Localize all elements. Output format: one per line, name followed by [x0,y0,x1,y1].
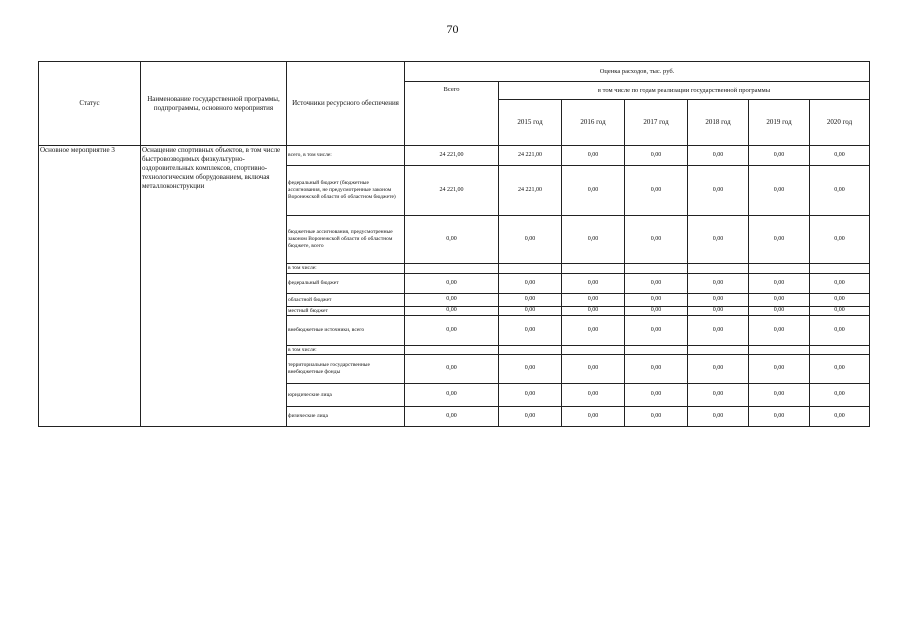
value-total: 0,00 [405,307,499,316]
value-year: 0,00 [810,294,870,307]
value-year: 0,00 [810,316,870,346]
funding-source: всего, в том числе: [287,146,405,166]
header-year: 2015 год [499,100,562,146]
funding-source: бюджетные ассигнования, предусмотренные законом Воронежской области об областном бюджете, всего [287,216,405,264]
value-year: 0,00 [810,407,870,427]
header-year: 2019 год [749,100,810,146]
value-year [499,346,562,355]
value-year: 0,00 [688,355,749,384]
value-year: 24 221,00 [499,166,562,216]
header-year: 2020 год [810,100,870,146]
value-total: 24 221,00 [405,166,499,216]
value-year: 0,00 [688,146,749,166]
block-status: Основное мероприятие 3 [39,146,141,427]
value-total [405,264,499,274]
value-year: 0,00 [499,316,562,346]
header-sources: Источники ресурсного обеспечения [287,62,405,146]
value-year: 24 221,00 [499,146,562,166]
value-year: 0,00 [688,307,749,316]
value-year: 0,00 [625,407,688,427]
value-year: 0,00 [625,216,688,264]
value-year: 0,00 [810,307,870,316]
value-year: 0,00 [749,294,810,307]
table-row [39,146,870,166]
value-year: 0,00 [625,355,688,384]
value-year: 0,00 [562,316,625,346]
value-year: 0,00 [810,274,870,294]
header-status: Статус [39,62,141,146]
value-year: 0,00 [562,355,625,384]
value-year [749,346,810,355]
value-year: 0,00 [749,146,810,166]
value-total: 0,00 [405,355,499,384]
funding-source: областной бюджет [287,294,405,307]
value-total [405,346,499,355]
value-year [625,346,688,355]
value-year: 0,00 [688,166,749,216]
value-year: 0,00 [688,216,749,264]
value-total: 0,00 [405,274,499,294]
value-year: 0,00 [625,274,688,294]
value-year: 0,00 [749,355,810,384]
value-year: 0,00 [810,384,870,407]
value-year: 0,00 [625,316,688,346]
funding-source: в том числе: [287,346,405,355]
value-year: 0,00 [499,355,562,384]
funding-source: юридические лица [287,384,405,407]
funding-source: территориальные государственные внебюджетные фонды [287,355,405,384]
value-year: 0,00 [688,274,749,294]
value-year: 0,00 [749,384,810,407]
budget-table [38,61,870,427]
value-year [749,264,810,274]
header-year: 2018 год [688,100,749,146]
value-year: 0,00 [562,407,625,427]
header-estimate: Оценка расходов, тыс. руб. [405,62,870,82]
value-year [688,346,749,355]
value-year: 0,00 [562,384,625,407]
value-total: 24 221,00 [405,146,499,166]
value-year [562,264,625,274]
value-year: 0,00 [499,407,562,427]
value-year: 0,00 [749,166,810,216]
value-year: 0,00 [749,216,810,264]
value-total: 0,00 [405,407,499,427]
value-year: 0,00 [562,146,625,166]
value-year [499,264,562,274]
value-year: 0,00 [810,355,870,384]
funding-source: местный бюджет [287,307,405,316]
value-year: 0,00 [625,294,688,307]
value-year: 0,00 [810,166,870,216]
value-year [688,264,749,274]
value-year: 0,00 [688,407,749,427]
value-year [810,346,870,355]
value-total: 0,00 [405,384,499,407]
value-year: 0,00 [562,216,625,264]
value-year: 0,00 [499,274,562,294]
value-total: 0,00 [405,316,499,346]
funding-source: в том числе: [287,264,405,274]
funding-source: федеральный бюджет (бюджетные ассигнования, не предусмотренные законом Воронежской области об областном бюджете) [287,166,405,216]
value-year: 0,00 [562,274,625,294]
header-name: Наименование государственной программы, подпрограммы, основного мероприятия [141,62,287,146]
header-year: 2016 год [562,100,625,146]
table-body [39,146,870,427]
value-year: 0,00 [749,316,810,346]
funding-source: физические лица [287,407,405,427]
header-by-years: в том числе по годам реализации государственной программы [499,82,870,100]
value-year: 0,00 [810,146,870,166]
block-name: Оснащение спортивных объектов, в том числе быстровозводимых физкультурно-оздоровительных комплексов, спортивно-технологическим оборудованием, включая металлоконструкции [141,146,287,427]
value-year: 0,00 [749,274,810,294]
header-total: Всего [405,82,499,146]
value-year: 0,00 [625,307,688,316]
value-year: 0,00 [688,294,749,307]
value-year: 0,00 [499,384,562,407]
value-year [625,264,688,274]
value-year [562,346,625,355]
value-year: 0,00 [562,294,625,307]
value-year: 0,00 [499,216,562,264]
value-total: 0,00 [405,294,499,307]
value-year: 0,00 [562,307,625,316]
funding-source: федеральный бюджет [287,274,405,294]
header-year: 2017 год [625,100,688,146]
value-year: 0,00 [625,146,688,166]
value-year: 0,00 [499,294,562,307]
value-year: 0,00 [749,307,810,316]
value-year: 0,00 [749,407,810,427]
value-year: 0,00 [688,316,749,346]
value-total: 0,00 [405,216,499,264]
value-year [810,264,870,274]
value-year: 0,00 [810,216,870,264]
value-year: 0,00 [562,166,625,216]
value-year: 0,00 [625,384,688,407]
value-year: 0,00 [499,307,562,316]
page-number: 70 [446,22,459,36]
funding-source: внебюджетные источники, всего [287,316,405,346]
value-year: 0,00 [625,166,688,216]
value-year: 0,00 [688,384,749,407]
